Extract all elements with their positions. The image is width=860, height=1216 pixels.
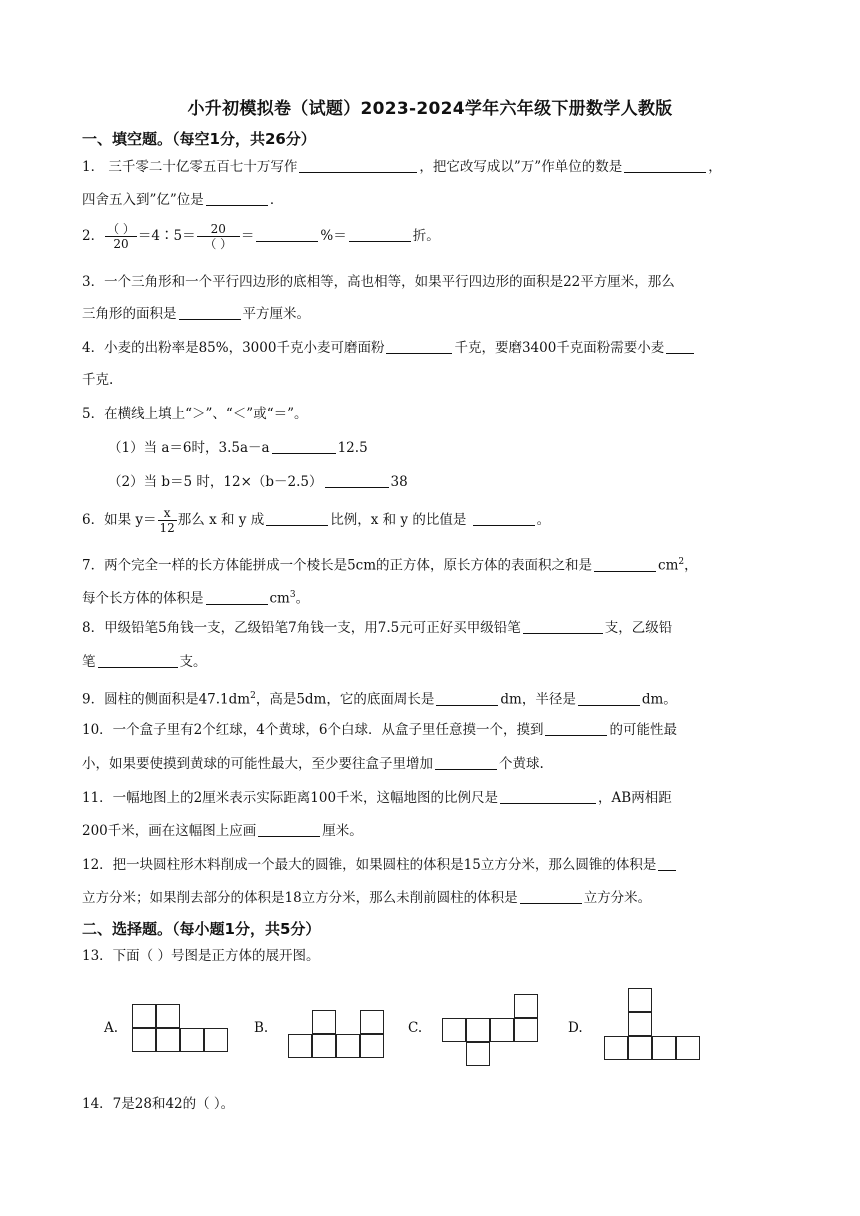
answer-blank[interactable] — [206, 191, 268, 206]
question-10-line-2: 小，如果要使摸到黄球的可能性最大，至少要往盒子里增加 个黄球. — [82, 756, 544, 772]
answer-blank[interactable] — [435, 755, 497, 770]
answer-blank[interactable] — [98, 653, 178, 668]
answer-blank[interactable] — [520, 889, 582, 904]
answer-blank[interactable] — [473, 511, 535, 526]
answer-blank[interactable] — [256, 227, 318, 242]
question-7-line-2: 每个长方体的体积是 $cm^3$。 — [82, 590, 310, 607]
answer-blank[interactable] — [258, 822, 320, 837]
answer-blank[interactable] — [266, 511, 328, 526]
question-11-line-1: 11．一幅地图上的2厘米表示实际距离100千米，这幅地图的比例尺是 ，AB两相距 — [82, 790, 672, 806]
answer-blank[interactable] — [299, 158, 417, 173]
question-1-line-2: 四舍五入到”亿”位是 ． — [82, 192, 284, 208]
answer-blank[interactable] — [545, 721, 607, 736]
answer-blank[interactable] — [658, 856, 676, 871]
question-9: 9．圆柱的侧面积是$47.1dm^2$，高是5dm，它的底面周长是 dm，半径是 dm。 — [82, 691, 677, 708]
question-14: 14．7是28和42的（ ）。 — [82, 1096, 235, 1112]
fraction: $\frac{20}{( )}$ — [197, 222, 240, 251]
answer-blank[interactable] — [666, 339, 694, 354]
option-b-label[interactable]: B. — [254, 1020, 269, 1036]
question-7-line-1: 7．两个完全一样的长方体能拼成一个棱长是5cm的正方体，原长方体的表面积之和是 $cm^2$， — [82, 557, 698, 574]
answer-blank[interactable] — [578, 691, 640, 706]
question-10-line-1: 10．一个盒子里有2个红球，4个黄球，6个白球．从盒子里任意摸一个，摸到 的可能性最 — [82, 722, 677, 738]
question-8-line-1: 8．甲级铅笔5角钱一支，乙级铅笔7角钱一支，用7.5元可正好买甲级铅笔 支，乙级铅 — [82, 620, 673, 636]
answer-blank[interactable] — [349, 227, 411, 242]
page-title: 小升初模拟卷（试题）2023-2024学年六年级下册数学人教版 — [187, 99, 673, 119]
answer-blank[interactable] — [179, 305, 241, 320]
option-c-label[interactable]: C. — [408, 1020, 423, 1036]
question-11-line-2: 200千米，画在这幅图上应画 厘米。 — [82, 823, 363, 839]
question-3-line-1: 3．一个三角形和一个平行四边形的底相等，高也相等，如果平行四边形的面积是22平方厘米，那么 — [82, 274, 675, 290]
answer-blank[interactable] — [624, 158, 706, 173]
answer-blank[interactable] — [386, 339, 452, 354]
answer-blank[interactable] — [436, 691, 498, 706]
answer-blank[interactable] — [594, 557, 656, 572]
question-4-line-2: 千克. — [82, 372, 114, 388]
answer-blank[interactable] — [523, 619, 603, 634]
answer-blank[interactable] — [500, 789, 596, 804]
question-12-line-2: 立方分米；如果削去部分的体积是18立方分米，那么未削前圆柱的体积是 立方分米。 — [82, 890, 652, 906]
question-5: 5．在横线上填上“＞”、“＜”或“＝”。 — [82, 406, 308, 422]
answer-blank[interactable] — [206, 590, 268, 605]
question-8-line-2: 笔 支。 — [82, 654, 207, 670]
question-5-part-1: （1）当 a＝6时，3.5a－a 12.5 — [108, 440, 368, 456]
question-13: 13．下面（ ）号图是正方体的展开图。 — [82, 948, 320, 964]
fraction: $\frac{( )}{20}$ — [107, 222, 135, 251]
answer-blank[interactable] — [272, 439, 336, 454]
question-12-line-1: 12．把一块圆柱形木料削成一个最大的圆锥，如果圆柱的体积是15立方分米，那么圆锥的体积是 — [82, 855, 678, 875]
question-2: 2． $\frac{( )}{20}$ ＝4∶5＝ $\frac{20}{( )}$ ＝ %＝ 折。 — [82, 222, 440, 251]
option-a-label[interactable]: A. — [104, 1020, 119, 1036]
question-4-line-1: 4．小麦的出粉率是85%，3000千克小麦可磨面粉 千克，要磨3400千克面粉需要小麦 — [82, 338, 696, 358]
question-6: 6．如果 y＝ $\frac{x}{12}$ 那么 x 和 y 成 比例，x 和 y 的比值是 。 — [82, 506, 551, 535]
question-3-line-2: 三角形的面积是 平方厘米。 — [82, 306, 310, 322]
section-heading-fill-blank: 一、填空题。（每空1分，共26分） — [82, 130, 316, 148]
question-5-part-2: （2）当 b＝5 时，12×（b－2.5） 38 — [108, 474, 408, 490]
answer-blank[interactable] — [325, 473, 389, 488]
question-1-line-1: 1． 三千零二十亿零五百七十万写作 ，把它改写成以”万”作单位的数是 ， — [82, 159, 722, 175]
section-heading-multiple-choice: 二、选择题。（每小题1分，共5分） — [82, 920, 321, 938]
option-d-label[interactable]: D. — [568, 1020, 583, 1036]
fraction: $\frac{x}{12}$ — [159, 506, 175, 535]
